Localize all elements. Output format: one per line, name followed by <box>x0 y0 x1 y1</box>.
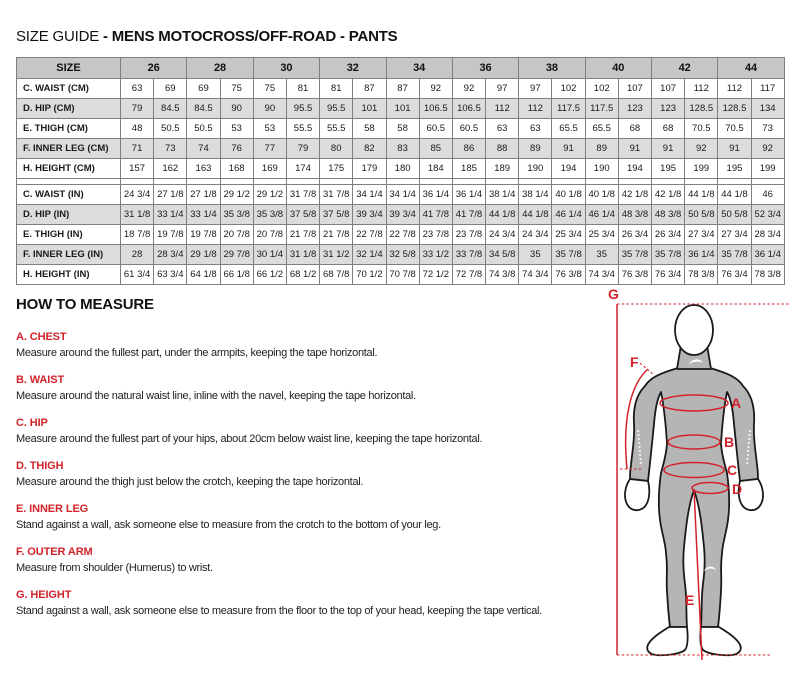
size-table-row <box>17 245 785 265</box>
row-label: D. HIP (IN) <box>17 205 121 225</box>
size-value-cell: 70 1/2 <box>353 265 386 285</box>
size-value-cell: 28 3/4 <box>751 225 784 245</box>
size-value-cell: 101 <box>353 99 386 119</box>
measure-item-label: G. HEIGHT <box>16 589 72 601</box>
size-table-row <box>17 119 785 139</box>
figure-label-b: B <box>724 434 735 450</box>
size-value-cell: 95.5 <box>320 99 353 119</box>
size-value-cell: 91 <box>718 139 751 159</box>
size-value-cell: 74 <box>187 139 220 159</box>
size-value-cell: 35 3/8 <box>220 205 253 225</box>
size-value-cell: 31 7/8 <box>320 185 353 205</box>
how-to-measure-section <box>16 296 620 631</box>
size-value-cell: 22 7/8 <box>353 225 386 245</box>
size-value-cell: 26 3/4 <box>618 225 651 245</box>
size-value-cell: 117.5 <box>552 99 585 119</box>
right-hand <box>739 479 763 510</box>
size-value-cell: 60.5 <box>452 119 485 139</box>
size-value-cell: 35 <box>519 245 552 265</box>
head <box>675 305 713 355</box>
measure-item-label: C. HIP <box>16 417 48 429</box>
size-table-row <box>17 139 785 159</box>
size-value-cell: 33 7/8 <box>452 245 485 265</box>
size-value-cell: 38 1/4 <box>519 185 552 205</box>
figure-label-e: E <box>685 592 695 608</box>
size-value-cell: 92 <box>751 139 784 159</box>
size-value-cell: 29 1/2 <box>253 185 286 205</box>
size-value-cell: 68 7/8 <box>320 265 353 285</box>
measure-item <box>16 373 620 404</box>
size-value-cell: 84.5 <box>187 99 220 119</box>
measure-items-list <box>16 330 620 619</box>
size-value-cell: 106.5 <box>419 99 452 119</box>
size-value-cell: 70.5 <box>718 119 751 139</box>
size-value-cell: 180 <box>386 159 419 179</box>
size-value-cell: 46 1/4 <box>585 205 618 225</box>
size-value-cell: 36 1/4 <box>751 245 784 265</box>
page-title-bold: - MENS MOTOCROSS/OFF-ROAD - PANTS <box>102 28 398 46</box>
size-value-cell: 73 <box>154 139 187 159</box>
size-value-cell: 195 <box>718 159 751 179</box>
size-value-cell: 65.5 <box>552 119 585 139</box>
size-value-cell: 46 1/4 <box>552 205 585 225</box>
size-value-cell: 78 3/8 <box>751 265 784 285</box>
size-value-cell: 81 <box>286 79 319 99</box>
size-value-cell: 162 <box>154 159 187 179</box>
size-value-cell: 189 <box>486 159 519 179</box>
size-value-cell: 66 1/2 <box>253 265 286 285</box>
size-value-cell: 53 <box>253 119 286 139</box>
size-header-cell: SIZE <box>17 58 121 79</box>
size-value-cell: 194 <box>552 159 585 179</box>
size-col-header: 28 <box>187 58 253 79</box>
size-value-cell: 112 <box>519 99 552 119</box>
measure-item <box>16 502 620 533</box>
size-value-cell: 50 5/8 <box>718 205 751 225</box>
size-value-cell: 79 <box>121 99 154 119</box>
size-value-cell: 195 <box>652 159 685 179</box>
size-value-cell: 85 <box>419 139 452 159</box>
size-value-cell: 36 1/4 <box>685 245 718 265</box>
size-value-cell: 44 1/8 <box>486 205 519 225</box>
size-value-cell: 70 7/8 <box>386 265 419 285</box>
size-value-cell: 36 1/4 <box>419 185 452 205</box>
size-value-cell: 37 5/8 <box>320 205 353 225</box>
size-value-cell: 92 <box>685 139 718 159</box>
measure-item-label: D. THIGH <box>16 460 64 472</box>
size-value-cell: 33 1/4 <box>154 205 187 225</box>
size-value-cell: 65.5 <box>585 119 618 139</box>
size-value-cell: 74 3/8 <box>486 265 519 285</box>
size-value-cell: 69 <box>187 79 220 99</box>
size-value-cell: 35 7/8 <box>552 245 585 265</box>
size-value-cell: 28 3/4 <box>154 245 187 265</box>
size-value-cell: 81 <box>320 79 353 99</box>
size-value-cell: 61 3/4 <box>121 265 154 285</box>
size-value-cell: 63 <box>486 119 519 139</box>
size-value-cell: 72 7/8 <box>452 265 485 285</box>
size-value-cell: 190 <box>585 159 618 179</box>
size-value-cell: 77 <box>253 139 286 159</box>
size-value-cell: 75 <box>253 79 286 99</box>
row-label: H. HEIGHT (CM) <box>17 159 121 179</box>
size-value-cell: 23 7/8 <box>419 225 452 245</box>
size-col-header: 40 <box>585 58 651 79</box>
size-value-cell: 169 <box>253 159 286 179</box>
size-value-cell: 112 <box>486 99 519 119</box>
size-value-cell: 30 1/4 <box>253 245 286 265</box>
measure-item-label: E. INNER LEG <box>16 503 89 515</box>
size-table-header-row <box>17 58 785 79</box>
figure-label-d: D <box>732 481 743 497</box>
size-value-cell: 112 <box>718 79 751 99</box>
how-to-measure-heading: HOW TO MEASURE <box>16 296 154 313</box>
size-value-cell: 26 3/4 <box>652 225 685 245</box>
measure-item-text: Stand against a wall, ask someone else to measure from the floor to the top of your head, keeping the tape vertical. <box>16 605 542 617</box>
size-value-cell: 89 <box>519 139 552 159</box>
row-label: E. THIGH (CM) <box>17 119 121 139</box>
size-value-cell: 27 1/8 <box>187 185 220 205</box>
size-col-header: 38 <box>519 58 585 79</box>
row-label: D. HIP (CM) <box>17 99 121 119</box>
size-value-cell: 102 <box>585 79 618 99</box>
size-value-cell: 112 <box>685 79 718 99</box>
size-value-cell: 97 <box>486 79 519 99</box>
size-value-cell: 42 1/8 <box>618 185 651 205</box>
size-value-cell: 48 3/8 <box>652 205 685 225</box>
size-value-cell: 44 1/8 <box>685 185 718 205</box>
size-value-cell: 107 <box>618 79 651 99</box>
size-value-cell: 37 5/8 <box>286 205 319 225</box>
size-value-cell: 194 <box>618 159 651 179</box>
measure-item-text: Stand against a wall, ask someone else to measure from the crotch to the bottom of your leg. <box>16 519 441 531</box>
size-value-cell: 117.5 <box>585 99 618 119</box>
measurement-figure <box>593 278 800 677</box>
size-value-cell: 27 3/4 <box>718 225 751 245</box>
size-value-cell: 82 <box>353 139 386 159</box>
measure-item-text: Measure around the thigh just below the crotch, keeping the tape horizontal. <box>16 476 364 488</box>
size-value-cell: 50 5/8 <box>685 205 718 225</box>
size-value-cell: 40 1/8 <box>552 185 585 205</box>
measure-item-label: A. CHEST <box>16 331 67 343</box>
size-value-cell: 50.5 <box>187 119 220 139</box>
size-value-cell: 68 <box>618 119 651 139</box>
measure-item-label: F. OUTER ARM <box>16 546 93 558</box>
size-value-cell: 128.5 <box>685 99 718 119</box>
size-value-cell: 60.5 <box>419 119 452 139</box>
figure-label-g: G <box>608 286 619 302</box>
row-label: H. HEIGHT (IN) <box>17 265 121 285</box>
size-value-cell: 35 7/8 <box>618 245 651 265</box>
size-value-cell: 76 3/8 <box>618 265 651 285</box>
size-value-cell: 83 <box>386 139 419 159</box>
size-value-cell: 80 <box>320 139 353 159</box>
size-value-cell: 23 7/8 <box>452 225 485 245</box>
size-value-cell: 84.5 <box>154 99 187 119</box>
size-value-cell: 31 7/8 <box>286 185 319 205</box>
size-value-cell: 157 <box>121 159 154 179</box>
size-value-cell: 76 3/8 <box>552 265 585 285</box>
size-value-cell: 35 3/8 <box>253 205 286 225</box>
size-value-cell: 19 7/8 <box>154 225 187 245</box>
size-value-cell: 58 <box>353 119 386 139</box>
size-value-cell: 69 <box>154 79 187 99</box>
size-value-cell: 27 3/4 <box>685 225 718 245</box>
size-value-cell: 199 <box>685 159 718 179</box>
measure-item-label: B. WAIST <box>16 374 65 386</box>
left-foot <box>647 627 687 655</box>
size-value-cell: 134 <box>751 99 784 119</box>
size-value-cell: 107 <box>652 79 685 99</box>
size-value-cell: 58 <box>386 119 419 139</box>
size-value-cell: 123 <box>652 99 685 119</box>
size-value-cell: 73 <box>751 119 784 139</box>
size-value-cell: 91 <box>552 139 585 159</box>
size-value-cell: 55.5 <box>320 119 353 139</box>
size-value-cell: 63 <box>519 119 552 139</box>
size-table <box>16 57 785 285</box>
size-value-cell: 24 3/4 <box>121 185 154 205</box>
size-value-cell: 95.5 <box>286 99 319 119</box>
size-value-cell: 21 7/8 <box>320 225 353 245</box>
size-value-cell: 87 <box>353 79 386 99</box>
size-value-cell: 199 <box>751 159 784 179</box>
size-value-cell: 24 3/4 <box>519 225 552 245</box>
size-value-cell: 79 <box>286 139 319 159</box>
size-value-cell: 74 3/4 <box>585 265 618 285</box>
page-title-prefix: SIZE GUIDE <box>16 28 103 46</box>
size-value-cell: 20 7/8 <box>220 225 253 245</box>
size-value-cell: 48 3/8 <box>618 205 651 225</box>
size-value-cell: 31 1/8 <box>121 205 154 225</box>
size-value-cell: 123 <box>618 99 651 119</box>
figure-label-a: A <box>731 395 742 411</box>
figure-label-f: F <box>630 354 639 370</box>
size-value-cell: 35 7/8 <box>718 245 751 265</box>
row-label: C. WAIST (CM) <box>17 79 121 99</box>
size-value-cell: 128.5 <box>718 99 751 119</box>
size-value-cell: 90 <box>253 99 286 119</box>
size-value-cell: 31 1/2 <box>320 245 353 265</box>
size-value-cell: 71 <box>121 139 154 159</box>
size-value-cell: 63 3/4 <box>154 265 187 285</box>
size-table-row <box>17 225 785 245</box>
size-value-cell: 32 1/4 <box>353 245 386 265</box>
size-value-cell: 76 3/4 <box>718 265 751 285</box>
size-value-cell: 41 7/8 <box>452 205 485 225</box>
size-col-header: 44 <box>718 58 784 79</box>
size-value-cell: 163 <box>187 159 220 179</box>
size-value-cell: 28 <box>121 245 154 265</box>
size-value-cell: 29 7/8 <box>220 245 253 265</box>
size-value-cell: 78 3/8 <box>685 265 718 285</box>
size-value-cell: 33 1/4 <box>187 205 220 225</box>
size-value-cell: 24 3/4 <box>486 225 519 245</box>
size-value-cell: 25 3/4 <box>585 225 618 245</box>
size-value-cell: 34 1/4 <box>353 185 386 205</box>
measure-item <box>16 459 620 490</box>
size-value-cell: 63 <box>121 79 154 99</box>
size-value-cell: 72 1/2 <box>419 265 452 285</box>
size-value-cell: 190 <box>519 159 552 179</box>
row-label: C. WAIST (IN) <box>17 185 121 205</box>
size-value-cell: 87 <box>386 79 419 99</box>
size-table-row <box>17 159 785 179</box>
row-label: E. THIGH (IN) <box>17 225 121 245</box>
row-label: F. INNER LEG (IN) <box>17 245 121 265</box>
size-value-cell: 52 3/4 <box>751 205 784 225</box>
size-value-cell: 55.5 <box>286 119 319 139</box>
size-value-cell: 92 <box>452 79 485 99</box>
size-value-cell: 29 1/8 <box>187 245 220 265</box>
size-value-cell: 34 1/4 <box>386 185 419 205</box>
measure-item-text: Measure around the natural waist line, inline with the navel, keeping the tape horizontal. <box>16 390 416 402</box>
size-value-cell: 40 1/8 <box>585 185 618 205</box>
size-value-cell: 106.5 <box>452 99 485 119</box>
row-label: F. INNER LEG (CM) <box>17 139 121 159</box>
size-col-header: 42 <box>652 58 718 79</box>
size-value-cell: 89 <box>585 139 618 159</box>
size-table-row <box>17 185 785 205</box>
size-value-cell: 101 <box>386 99 419 119</box>
size-value-cell: 91 <box>618 139 651 159</box>
size-value-cell: 33 1/2 <box>419 245 452 265</box>
size-value-cell: 175 <box>320 159 353 179</box>
size-value-cell: 27 1/8 <box>154 185 187 205</box>
measure-item-text: Measure from shoulder (Humerus) to wrist. <box>16 562 213 574</box>
size-value-cell: 185 <box>452 159 485 179</box>
size-value-cell: 50.5 <box>154 119 187 139</box>
size-value-cell: 68 1/2 <box>286 265 319 285</box>
measure-item-text: Measure around the fullest part, under the armpits, keeping the tape horizontal. <box>16 347 378 359</box>
size-table-row <box>17 205 785 225</box>
size-value-cell: 18 7/8 <box>121 225 154 245</box>
size-value-cell: 39 3/4 <box>386 205 419 225</box>
size-value-cell: 44 1/8 <box>718 185 751 205</box>
size-table-row <box>17 99 785 119</box>
size-value-cell: 29 1/2 <box>220 185 253 205</box>
size-value-cell: 76 <box>220 139 253 159</box>
size-value-cell: 36 1/4 <box>452 185 485 205</box>
measure-item <box>16 588 620 619</box>
size-value-cell: 76 3/4 <box>652 265 685 285</box>
size-value-cell: 48 <box>121 119 154 139</box>
page-title <box>16 28 398 45</box>
size-value-cell: 20 7/8 <box>253 225 286 245</box>
size-value-cell: 75 <box>220 79 253 99</box>
size-value-cell: 39 3/4 <box>353 205 386 225</box>
size-value-cell: 42 1/8 <box>652 185 685 205</box>
size-value-cell: 90 <box>220 99 253 119</box>
size-value-cell: 92 <box>419 79 452 99</box>
size-value-cell: 68 <box>652 119 685 139</box>
size-value-cell: 97 <box>519 79 552 99</box>
measure-item <box>16 330 620 361</box>
size-value-cell: 41 7/8 <box>419 205 452 225</box>
size-value-cell: 117 <box>751 79 784 99</box>
size-value-cell: 88 <box>486 139 519 159</box>
measure-item <box>16 545 620 576</box>
size-value-cell: 19 7/8 <box>187 225 220 245</box>
size-value-cell: 31 1/8 <box>286 245 319 265</box>
size-value-cell: 168 <box>220 159 253 179</box>
size-value-cell: 38 1/4 <box>486 185 519 205</box>
size-value-cell: 35 7/8 <box>652 245 685 265</box>
size-value-cell: 91 <box>652 139 685 159</box>
measure-item-text: Measure around the fullest part of your hips, about 20cm below waist line, keeping the tape horizontal. <box>16 433 483 445</box>
measure-item <box>16 416 620 447</box>
size-value-cell: 44 1/8 <box>519 205 552 225</box>
size-value-cell: 66 1/8 <box>220 265 253 285</box>
size-value-cell: 174 <box>286 159 319 179</box>
size-value-cell: 46 <box>751 185 784 205</box>
size-value-cell: 70.5 <box>685 119 718 139</box>
size-value-cell: 35 <box>585 245 618 265</box>
size-value-cell: 22 7/8 <box>386 225 419 245</box>
size-col-header: 36 <box>452 58 518 79</box>
size-value-cell: 64 1/8 <box>187 265 220 285</box>
size-value-cell: 184 <box>419 159 452 179</box>
size-col-header: 34 <box>386 58 452 79</box>
size-value-cell: 34 5/8 <box>486 245 519 265</box>
size-value-cell: 74 3/4 <box>519 265 552 285</box>
figure-label-c: C <box>727 462 738 478</box>
size-value-cell: 21 7/8 <box>286 225 319 245</box>
size-value-cell: 53 <box>220 119 253 139</box>
size-value-cell: 102 <box>552 79 585 99</box>
size-table-row <box>17 79 785 99</box>
size-col-header: 26 <box>121 58 187 79</box>
left-hand <box>625 479 649 510</box>
size-col-header: 30 <box>253 58 319 79</box>
size-col-header: 32 <box>320 58 386 79</box>
right-foot <box>700 627 740 655</box>
size-value-cell: 25 3/4 <box>552 225 585 245</box>
size-value-cell: 32 5/8 <box>386 245 419 265</box>
size-value-cell: 179 <box>353 159 386 179</box>
size-value-cell: 86 <box>452 139 485 159</box>
